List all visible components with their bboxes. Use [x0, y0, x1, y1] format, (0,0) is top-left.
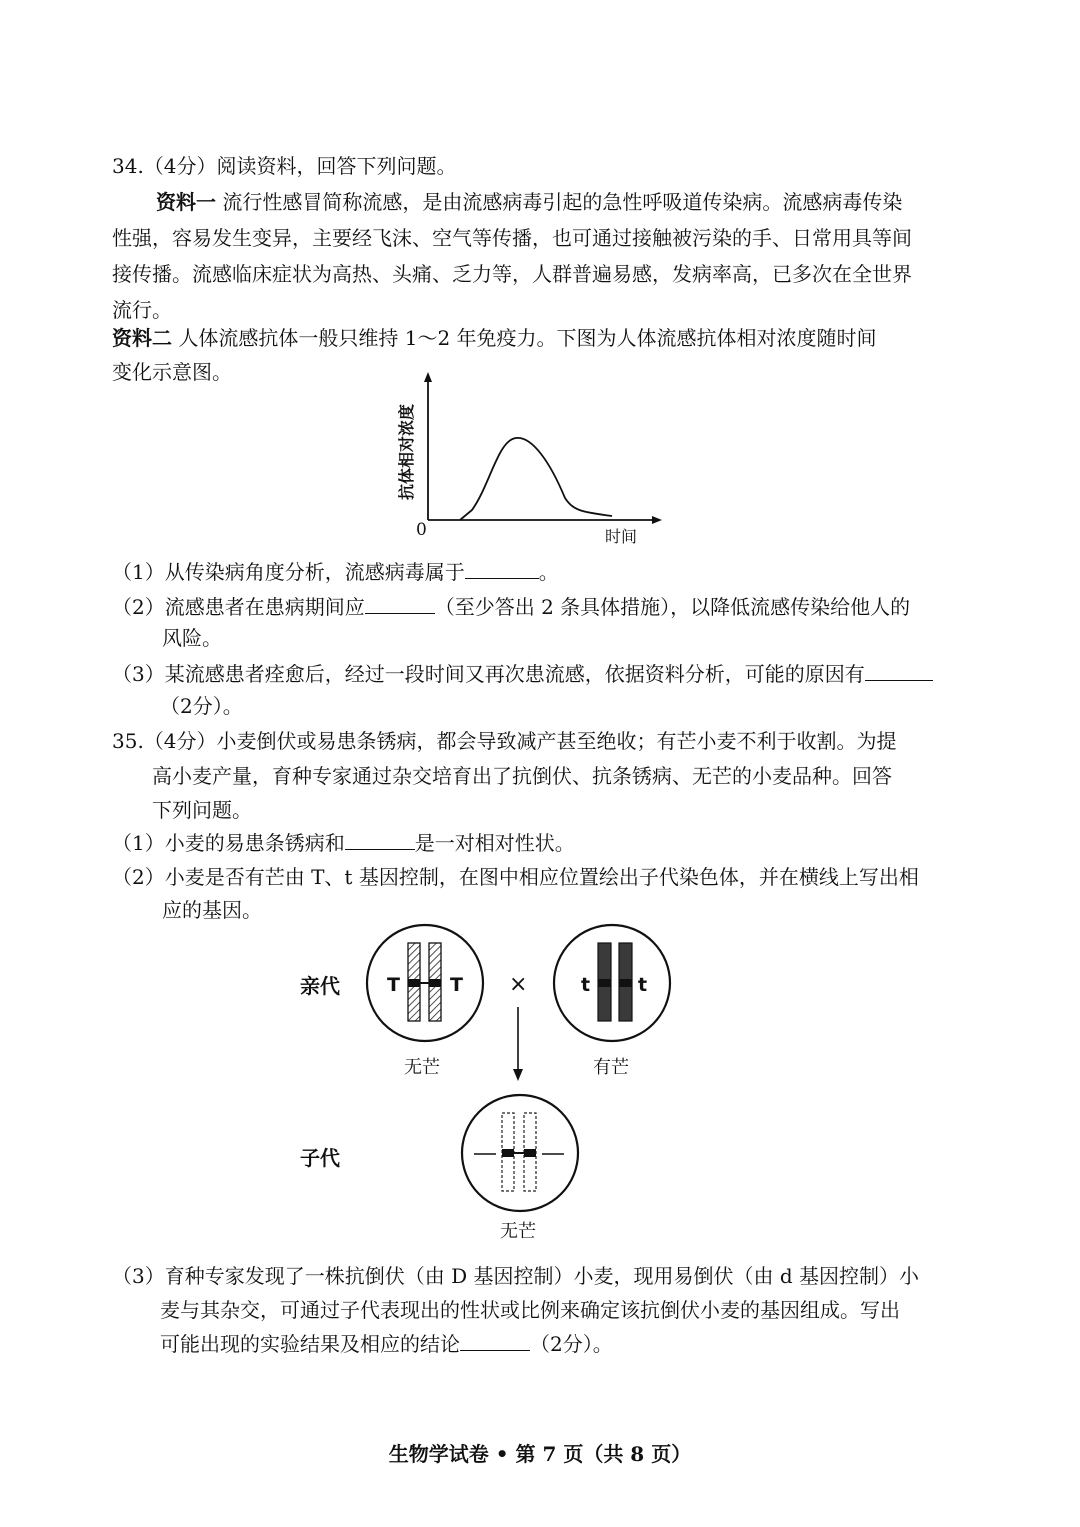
centromere: [408, 979, 420, 987]
antibody-curve: [460, 438, 612, 520]
q34-sub3: [112, 660, 933, 688]
gene-label-left-2: T: [450, 974, 463, 996]
q35-sub1: [112, 829, 575, 857]
material1-title: 资料一: [156, 190, 216, 214]
q34-sub2-text: （2）流感患者在患病期间应: [112, 595, 365, 619]
phenotype-right: 有芒: [593, 1057, 629, 1078]
answer-blank[interactable]: [865, 660, 933, 681]
cross-symbol: ×: [509, 972, 528, 997]
x-axis-arrow-icon: [652, 516, 662, 524]
q34-material2-line2: 变化示意图。: [112, 360, 232, 384]
antibody-graph: [380, 370, 680, 554]
parent-cell-right: [554, 925, 670, 1041]
gene-label-right-2: t: [638, 974, 648, 996]
phenotype-left: 无芒: [404, 1057, 440, 1078]
q35-sub2-line1: （2）小麦是否有芒由 T、t 基因控制，在图中相应位置绘出子代染色体，并在横线上写出相: [112, 865, 919, 889]
gene-label-right-1: t: [581, 974, 591, 996]
q34-sub2-cont: 风险。: [162, 626, 222, 650]
graph-xlabel: 时间: [605, 527, 638, 546]
q35-line2: 高小麦产量，育种专家通过杂交培育出了抗倒伏、抗条锈病、无芒的小麦品种。回答: [152, 764, 892, 788]
q34-header: 34.（4分）阅读资料，回答下列问题。: [112, 154, 457, 178]
centromere: [619, 979, 632, 987]
q34-material1-line1: [156, 188, 902, 216]
q34-material1-line4: 流行。: [112, 298, 172, 322]
centromere: [502, 1149, 514, 1157]
answer-blank[interactable]: [465, 558, 539, 579]
q34-sub3-cont: （2分）。: [160, 694, 243, 718]
phenotype-offspring: 无芒: [500, 1221, 536, 1242]
gene-label-left-1: T: [387, 974, 400, 996]
q35-line3: 下列问题。: [152, 798, 252, 822]
q35-sub3-line3: [160, 1330, 613, 1358]
graph-ylabel: 抗体相对浓度: [397, 403, 416, 500]
q34-material1-line2: 性强，容易发生变异，主要经飞沫、空气等传播，也可通过接触被污染的手、日常用具等间: [112, 226, 912, 250]
q35-sub3-text: 可能出现的实验结果及相应的结论: [160, 1332, 460, 1356]
centromere: [598, 979, 611, 987]
q34-material2-line1: [112, 324, 877, 352]
q35-sub1-end: 是一对相对性状。: [414, 831, 575, 855]
q34-sub1: [112, 558, 559, 586]
centromere: [524, 1149, 536, 1157]
q35-sub3-line1: （3）育种专家发现了一株抗倒伏（由 D 基因控制）小麦，现用易倒伏（由 d 基因控制）小: [112, 1264, 919, 1288]
answer-blank[interactable]: [365, 593, 435, 614]
graph-origin-label: 0: [416, 520, 427, 540]
q35-sub1-text: （1）小麦的易患条锈病和: [112, 831, 345, 855]
answer-blank[interactable]: [345, 829, 415, 850]
arrow-head-icon: [513, 1069, 523, 1081]
q35-line1: 35.（4分）小麦倒伏或易患条锈病，都会导致减产甚至绝收；有芒小麦不利于收割。为提: [112, 729, 897, 753]
q34-sub2: [112, 593, 910, 621]
y-axis-arrow-icon: [424, 372, 432, 382]
q34-sub1-end: 。: [538, 560, 559, 584]
q34-sub1-text: （1）从传染病角度分析，流感病毒属于: [112, 560, 465, 584]
q35-sub3-line2: 麦与其杂交，可通过子代表现出的性状或比例来确定该抗倒伏小麦的基因组成。写出: [160, 1298, 900, 1322]
q34-sub2-text-after: （至少答出 2 条具体措施），以降低流感传染给他人的: [434, 595, 911, 619]
parent-generation-label: 亲代: [300, 974, 340, 998]
q34-material1-line3: 接传播。流感临床症状为高热、头痛、乏力等，人群普遍易感，发病率高，已多次在全世界: [112, 262, 912, 286]
centromere: [429, 979, 441, 987]
page-footer: 生物学试卷 • 第 7 页（共 8 页）: [388, 1442, 692, 1466]
material2-title: 资料二: [112, 326, 172, 350]
q35-sub2-line2: 应的基因。: [162, 898, 262, 922]
offspring-generation-label: 子代: [300, 1146, 340, 1170]
q35-sub3-end: （2分）。: [530, 1332, 613, 1356]
answer-blank[interactable]: [460, 1330, 530, 1351]
genetics-diagram: [280, 915, 700, 1249]
material2-text: 人体流感抗体一般只维持 1～2 年免疫力。下图为人体流感抗体相对浓度随时间: [178, 326, 877, 350]
q34-sub3-text: （3）某流感患者痊愈后，经过一段时间又再次患流感，依据资料分析，可能的原因有: [112, 662, 865, 686]
material1-text: 流行性感冒简称流感，是由流感病毒引起的急性呼吸道传染病。流感病毒传染: [222, 190, 903, 214]
